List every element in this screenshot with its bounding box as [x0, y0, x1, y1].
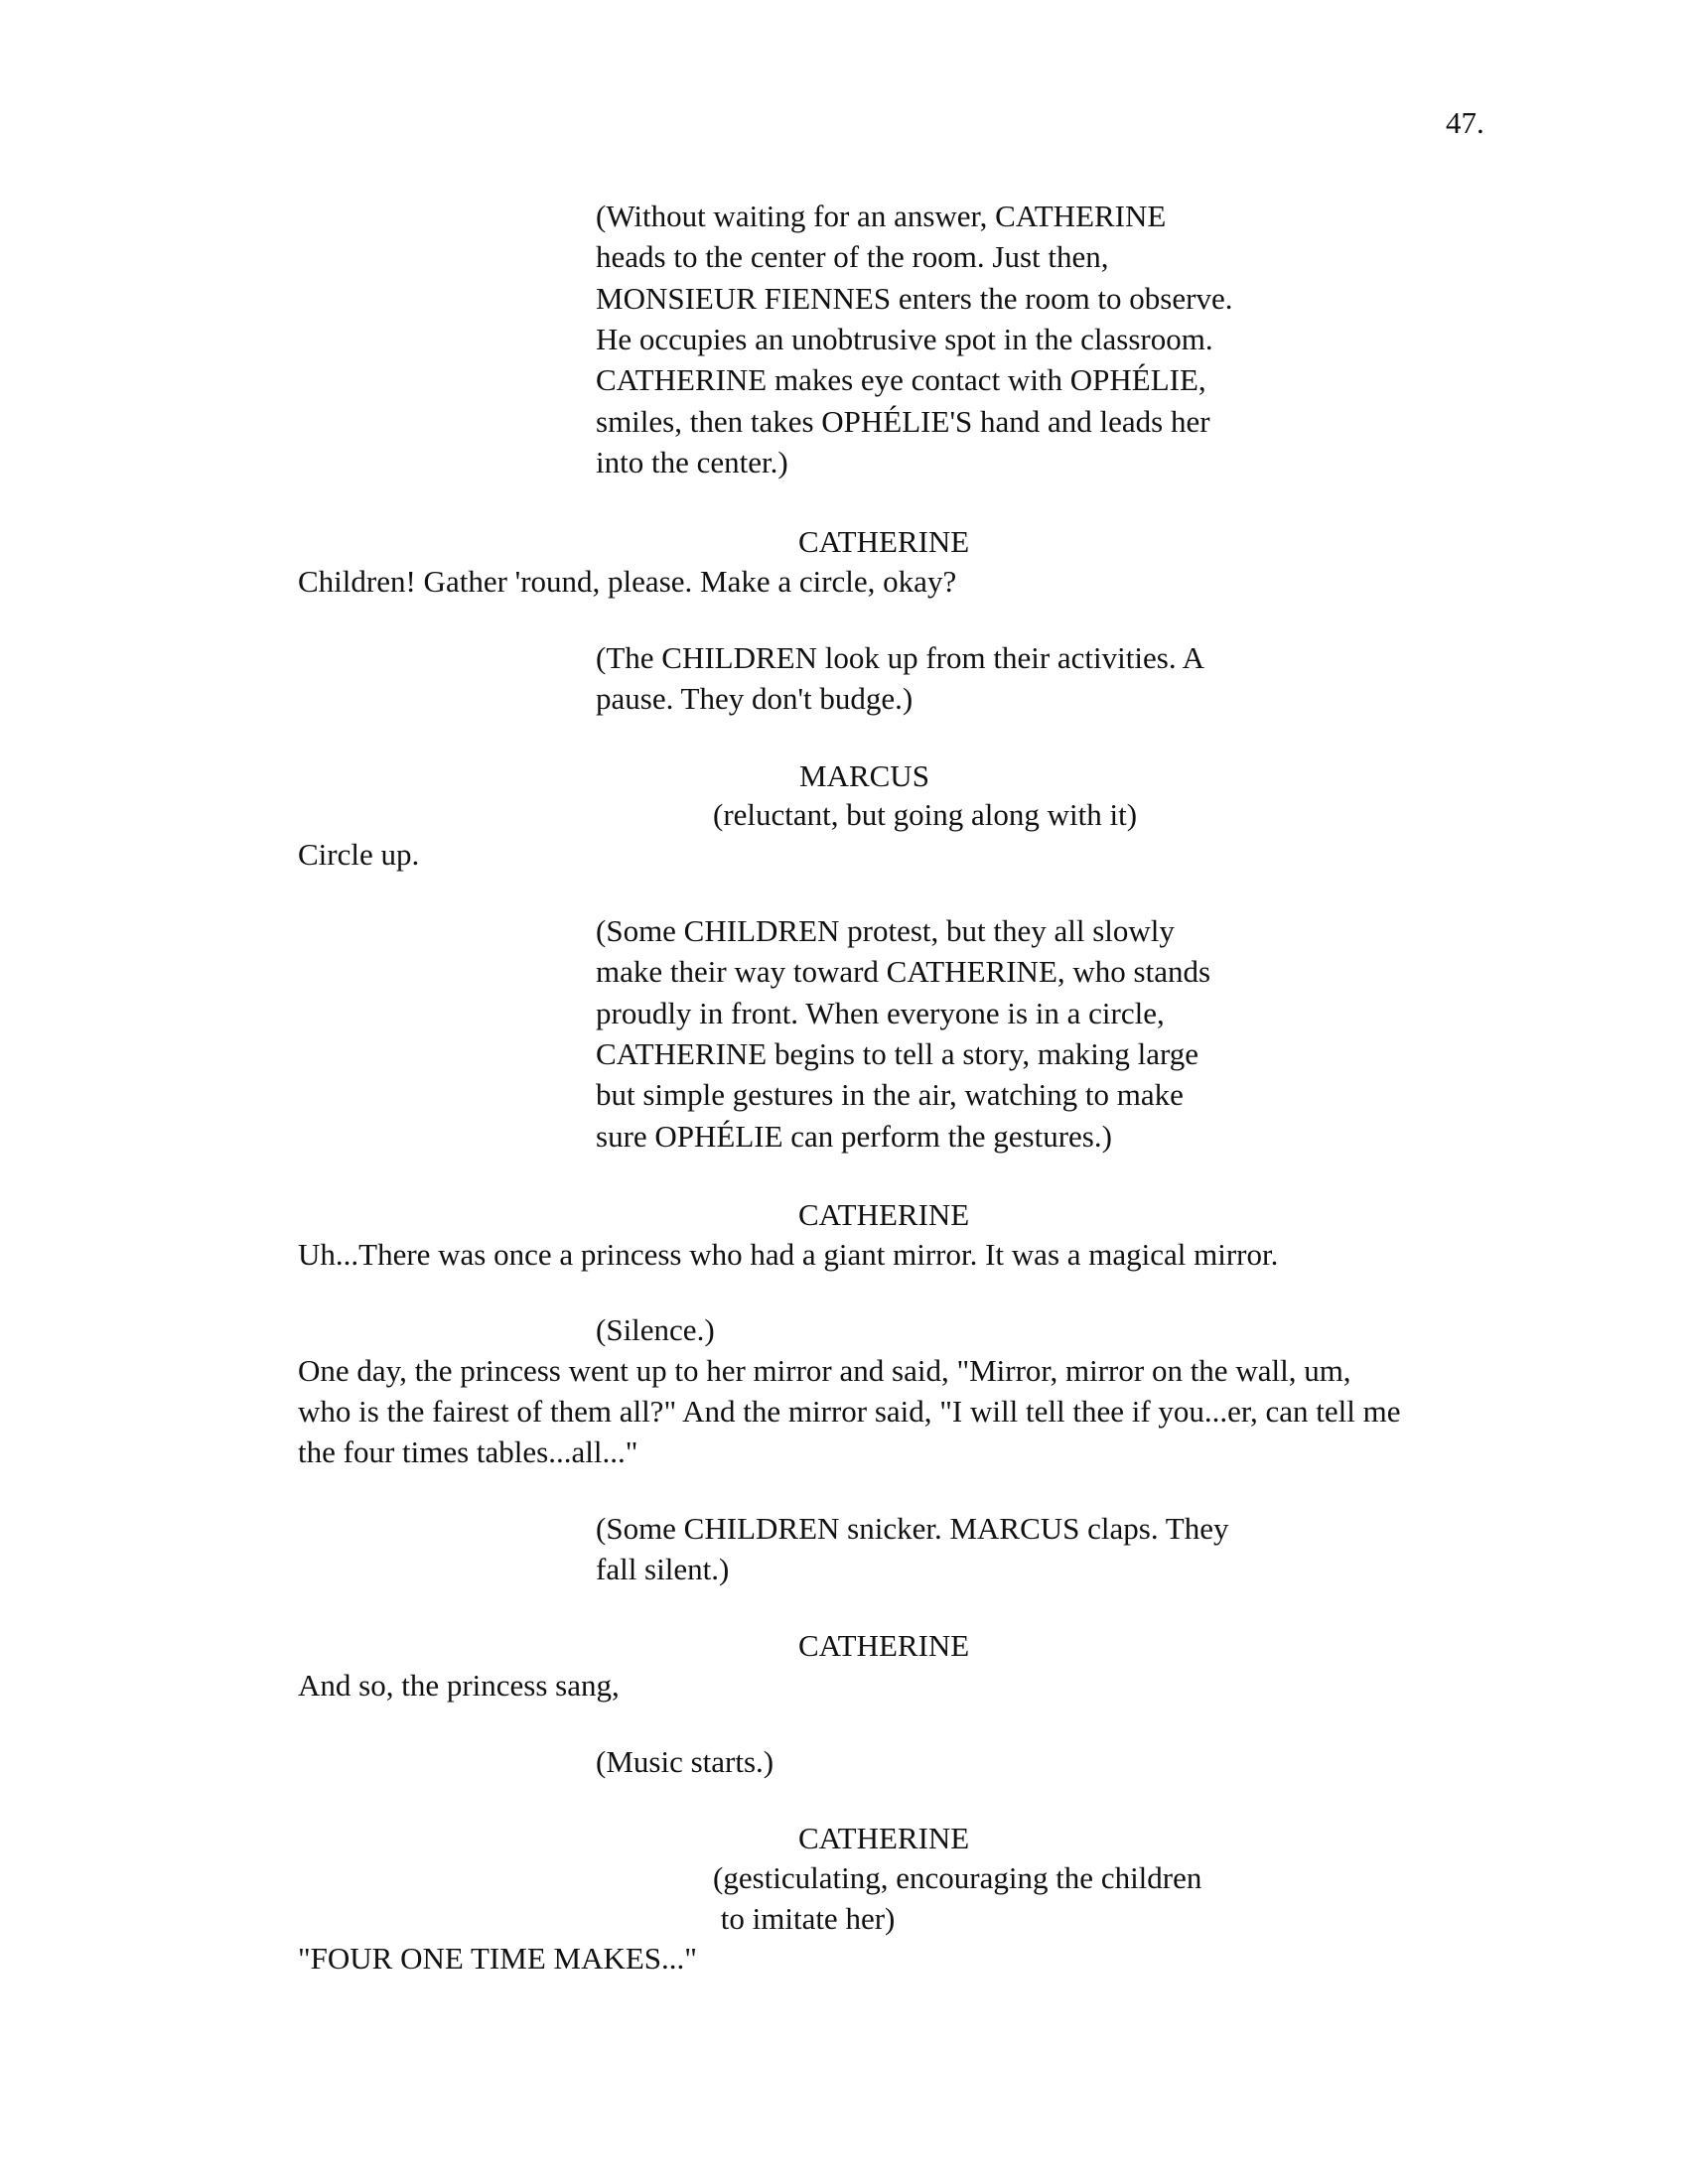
dialogue-line: the four times tables...all..."	[298, 1434, 638, 1469]
stage-line: into the center.)	[596, 445, 788, 479]
dialogue-line: Circle up.	[298, 837, 420, 872]
dialogue-line: Uh...There was once a princess who had a giant mirror. It was a magical mirror.	[298, 1237, 1279, 1272]
stage-line: MONSIEUR FIENNES enters the room to observe.	[596, 281, 1233, 316]
stage-line: heads to the center of the room. Just then,	[596, 239, 1109, 274]
stage-line: but simple gestures in the air, watching to make	[596, 1077, 1184, 1112]
stage-line: (Some CHILDREN protest, but they all slowly	[596, 913, 1175, 948]
dialogue-line: Children! Gather 'round, please. Make a circle, okay?	[298, 564, 957, 599]
character-name: CATHERINE	[798, 1197, 970, 1232]
stage-line: sure OPHÉLIE can perform the gestures.)	[596, 1119, 1112, 1154]
character-name: CATHERINE	[798, 1628, 970, 1663]
parenthetical-line: to imitate her)	[713, 1901, 896, 1936]
dialogue-line: And so, the princess sang,	[298, 1668, 620, 1703]
stage-direction: (Music starts.)	[596, 1744, 774, 1779]
stage-line: smiles, then takes OPHÉLIE'S hand and leads her	[596, 404, 1210, 439]
stage-line: fall silent.)	[596, 1552, 730, 1586]
stage-line: (Some CHILDREN snicker. MARCUS claps. They	[596, 1511, 1229, 1546]
parenthetical: (reluctant, but going along with it)	[713, 797, 1138, 832]
character-name: MARCUS	[799, 758, 929, 793]
stage-line: (Without waiting for an answer, CATHERINE	[596, 199, 1167, 233]
stage-line: CATHERINE makes eye contact with OPHÉLIE,	[596, 362, 1206, 397]
stage-line: (The CHILDREN look up from their activities. A	[596, 640, 1204, 675]
parenthetical-line: (gesticulating, encouraging the children	[713, 1860, 1202, 1895]
character-name: CATHERINE	[798, 524, 970, 559]
stage-line: He occupies an unobtrusive spot in the classroom.	[596, 322, 1213, 356]
stage-line: make their way toward CATHERINE, who stands	[596, 954, 1211, 989]
stage-direction: (Silence.)	[596, 1312, 715, 1347]
character-name: CATHERINE	[798, 1821, 970, 1855]
stage-line: CATHERINE begins to tell a story, making large	[596, 1036, 1198, 1071]
dialogue-line: One day, the princess went up to her mirror and said, "Mirror, mirror on the wall, um,	[298, 1353, 1351, 1388]
stage-line: pause. They don't budge.)	[596, 681, 914, 716]
dialogue-line: "FOUR ONE TIME MAKES..."	[298, 1941, 697, 1976]
dialogue-line: who is the fairest of them all?" And the mirror said, "I will tell thee if you...er, can tell me	[298, 1394, 1401, 1429]
page-number: 47.	[1446, 105, 1484, 140]
stage-line: proudly in front. When everyone is in a circle,	[596, 996, 1165, 1030]
